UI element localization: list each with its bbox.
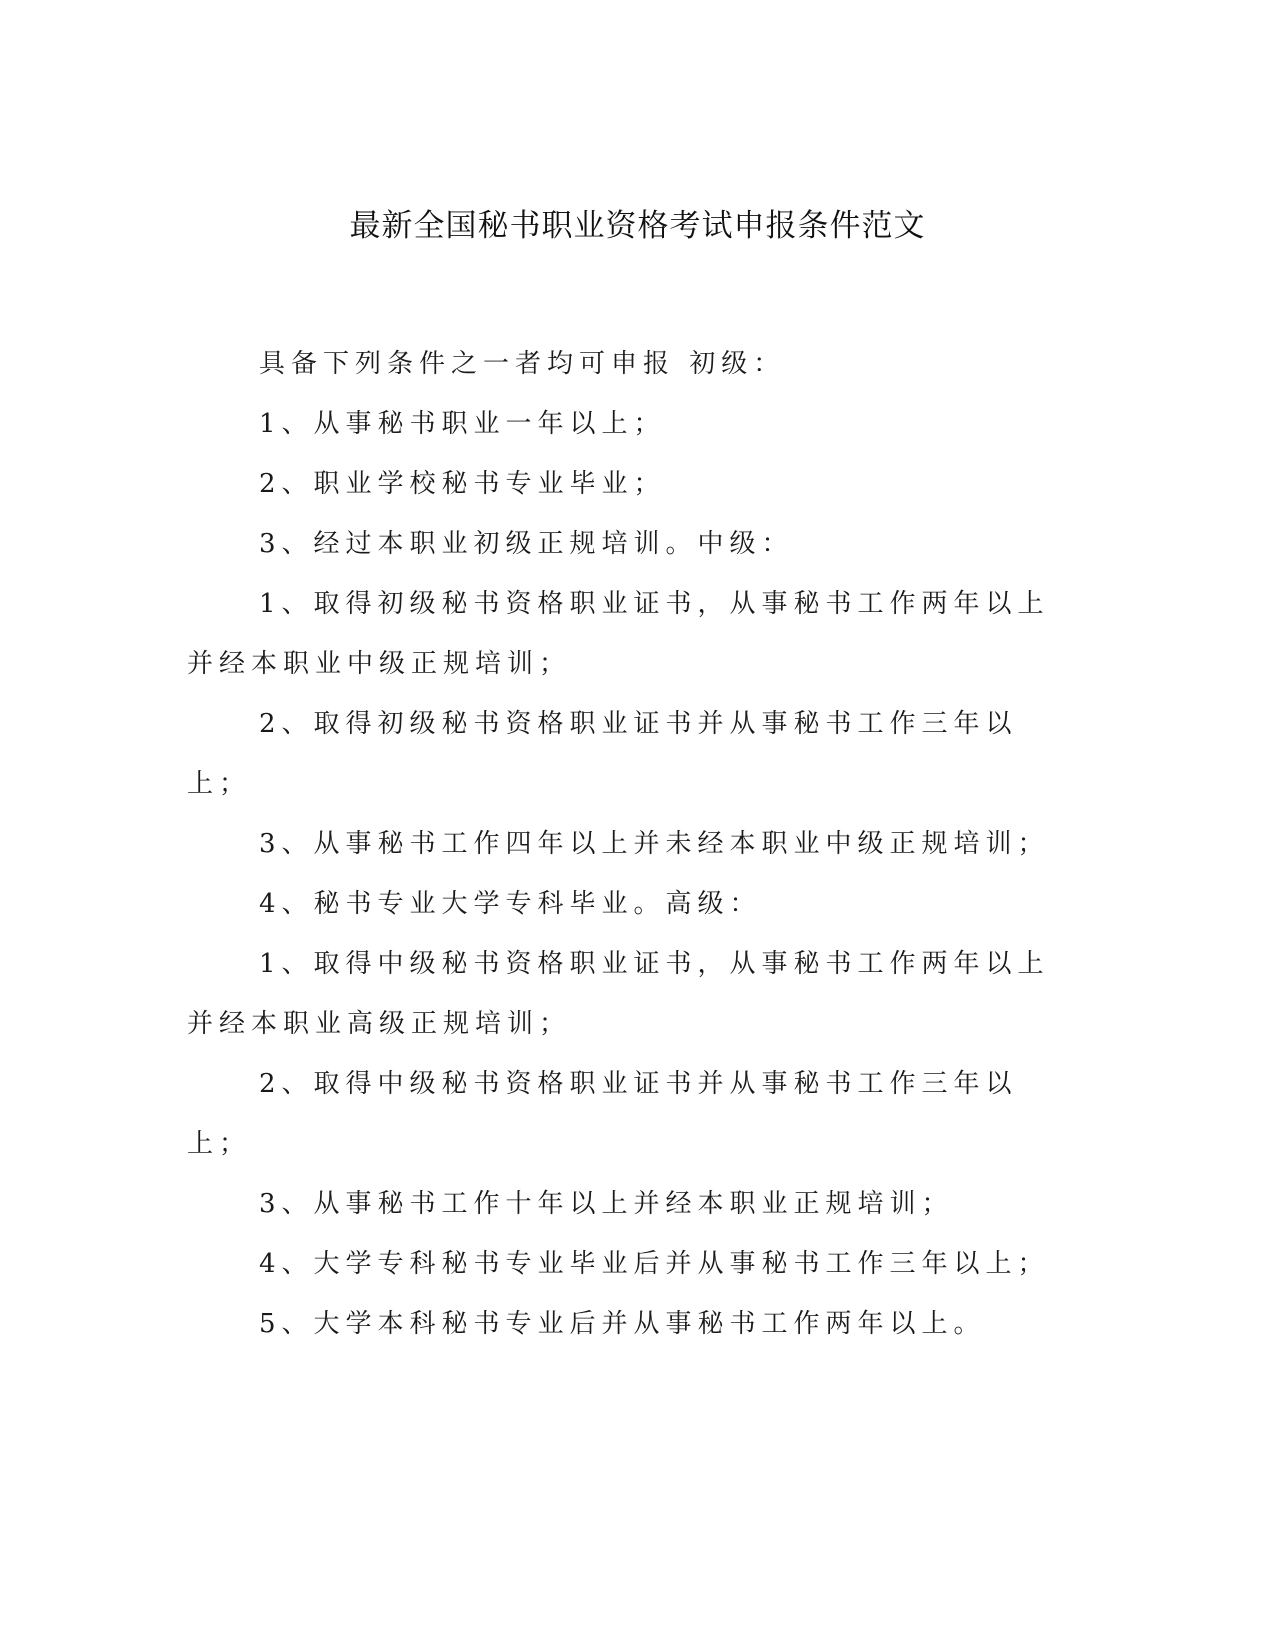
intro-paragraph: 具备下列条件之一者均可申报 初级： [259, 349, 786, 379]
intermediate-condition-1: 1、取得初级秘书资格职业证书，从事秘书工作两年以上并经本职业中级正规培训； [187, 589, 1050, 679]
intermediate-condition-4: 4、秘书专业大学专科毕业。高级： [259, 889, 762, 919]
senior-condition-5: 5、大学本科秘书专业后并从事秘书工作两年以上。 [259, 1309, 986, 1339]
intermediate-condition-2: 2、取得初级秘书资格职业证书并从事秘书工作三年以上； [187, 709, 1018, 799]
junior-condition-3: 3、经过本职业初级正规培训。中级： [259, 529, 794, 559]
junior-condition-1: 1、从事秘书职业一年以上； [259, 409, 666, 439]
document-body [187, 334, 1057, 1354]
senior-condition-2: 2、取得中级秘书资格职业证书并从事秘书工作三年以上； [187, 1069, 1018, 1159]
senior-condition-3: 3、从事秘书工作十年以上并经本职业正规培训； [259, 1189, 954, 1219]
intermediate-condition-3: 3、从事秘书工作四年以上并未经本职业中级正规培训； [259, 829, 1050, 859]
document-title: 最新全国秘书职业资格考试申报条件范文 [349, 208, 926, 244]
senior-condition-4: 4、大学专科秘书专业毕业后并从事秘书工作三年以上； [259, 1249, 1050, 1279]
senior-condition-1: 1、取得中级秘书资格职业证书，从事秘书工作两年以上并经本职业高级正规培训； [187, 949, 1050, 1039]
junior-condition-2: 2、职业学校秘书专业毕业； [259, 469, 666, 499]
